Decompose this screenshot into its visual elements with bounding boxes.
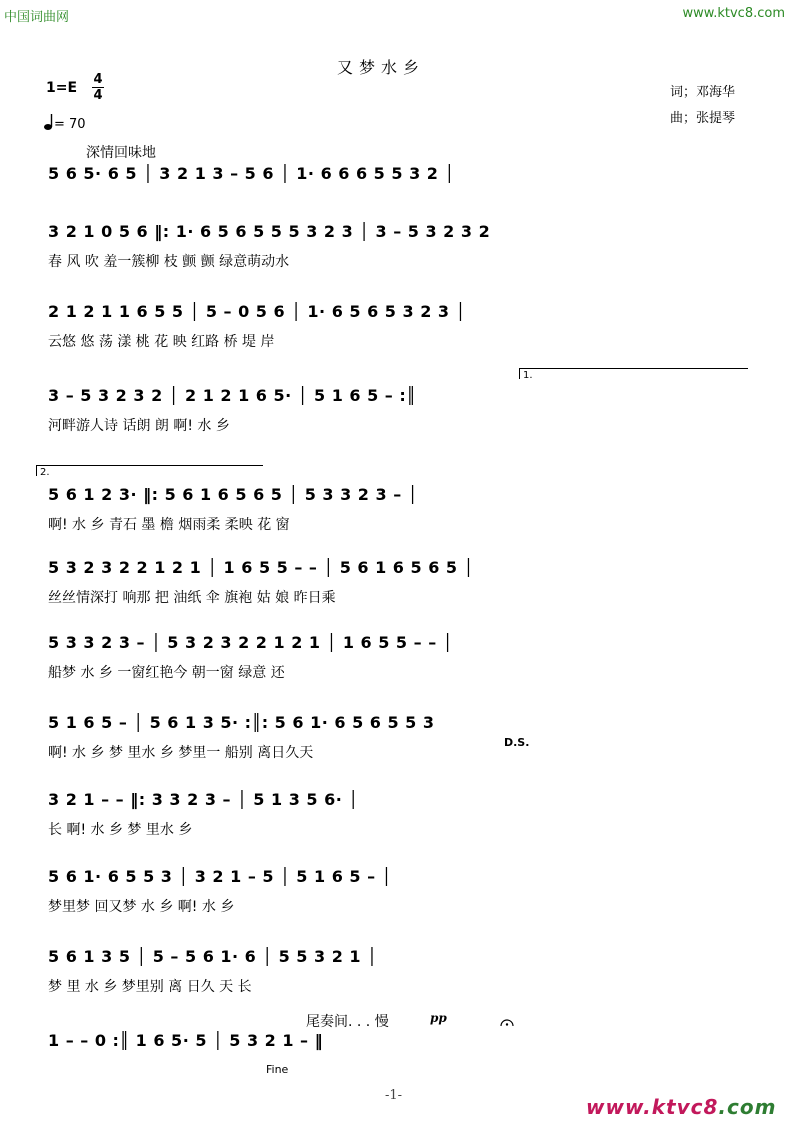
score-notes: 3 2 1 0 5 6 ‖: 1· 6 5 6 5 5 5 3 2 3 │ 3 – 5 3 2 3 2 [48,222,491,241]
watermark-prefix: www. [586,1095,652,1119]
score-lyrics: 梦里梦 回又梦 水 乡 啊! 水 乡 [48,899,235,915]
score-line-4 [48,386,748,435]
score-line-8 [48,713,748,762]
score-line-11 [48,947,748,996]
ds-marking: D.S. [504,736,530,749]
score-lyrics: 啊! 水 乡 青石 墨 檐 烟雨柔 柔映 花 窗 [48,517,290,533]
volta-bracket-1 [519,368,748,379]
volta-bracket-2 [36,465,263,476]
score-notes: 1 – – 0 :║ 1 6 5· 5 │ 5 3 2 1 – ‖ [48,1031,324,1050]
watermark-suffix: .com [718,1095,777,1119]
score-notes: 3 2 1 – – ‖: 3 3 2 3 – │ 5 1 3 5 6· │ [48,790,359,809]
coda-text: 尾奏间. . . 慢 [306,1014,389,1030]
score-lyrics: 云悠 悠 荡 漾 桃 花 映 红路 桥 堤 岸 [48,334,275,350]
score-line-10 [48,867,748,916]
score-line-12 [48,1031,748,1050]
score-notes: 5 6 1 2 3· ‖: 5 6 1 6 5 6 5 │ 5 3 3 2 3 – │ [48,485,418,504]
score-lyrics: 船梦 水 乡 一窗红艳今 朝一窗 绿意 还 [48,665,285,681]
score-notes: 5 3 2 3 2 2 1 2 1 │ 1 6 5 5 – – │ 5 6 1 6 5 6 5 │ [48,558,474,577]
volta-2-label: 2. [40,467,50,478]
score-line-2 [48,222,748,271]
song-title: 又梦水乡 [337,58,426,77]
expression-marking: 深情回味地 [86,145,156,161]
score-notes: 5 6 5· 6 5 │ 3 2 1 3 – 5 6 │ 1· 6 6 6 5 5 3 2 │ [48,164,455,183]
time-signature-top: 4 [93,72,103,87]
score-notes: 5 1 6 5 – │ 5 6 1 3 5· :║: 5 6 1· 6 5 6 5 5 3 [48,713,435,732]
score-line-7 [48,633,748,682]
time-signature-bottom: 4 [93,88,103,103]
watermark-brand: ktvc8 [651,1095,719,1119]
score-lyrics: 丝丝情深打 响那 把 油纸 伞 旗袍 姑 娘 昨日乘 [48,590,336,606]
score-notes: 2 1 2 1 1 6 5 5 │ 5 – 0 5 6 │ 1· 6 5 6 5 3 2 3 │ [48,302,466,321]
time-signature [92,73,104,102]
site-logo-left[interactable]: 中国词曲网 [4,10,70,25]
composer-credit: 曲；张提琴 [670,111,736,126]
score-notes: 5 6 1 3 5 │ 5 – 5 6 1· 6 │ 5 5 3 2 1 │ [48,947,378,966]
score-lyrics: 春 风 吹 羞一簇柳 枝 颤 颤 绿意萌动水 [48,254,290,270]
score-line-3 [48,302,748,351]
score-notes: 5 6 1· 6 5 5 3 │ 3 2 1 – 5 │ 5 1 6 5 – │ [48,867,392,886]
score-line-6 [48,558,748,607]
score-line-9 [48,790,748,839]
score-lyrics: 梦 里 水 乡 梦里别 离 日久 天 长 [48,979,252,995]
dynamics-marking: pp [430,1011,447,1025]
score-notes: 5 3 3 2 3 – │ 5 3 2 3 2 2 1 2 1 │ 1 6 5 5 – – │ [48,633,453,652]
score-lyrics: 啊! 水 乡 梦 里水 乡 梦里一 船别 离日久天 [48,745,314,761]
tempo-marking [44,113,86,132]
score-notes: 3 – 5 3 2 3 2 │ 2 1 2 1 6 5· │ 5 1 6 5 – :║ [48,386,417,405]
key-signature: 1=E [46,80,78,96]
score-lyrics: 河畔游人诗 话朗 朗 啊! 水 乡 [48,418,230,434]
page-number: -1- [385,1088,403,1103]
score-lyrics: 长 啊! 水 乡 梦 里水 乡 [48,822,193,838]
lyricist-credit: 词；邓海华 [670,85,736,100]
fermata-icon [500,1012,514,1031]
footer-watermark[interactable] [586,1095,776,1119]
quarter-note-icon [44,113,54,131]
score-line-1 [48,164,748,193]
tempo-value: = 70 [54,117,86,132]
score-line-5 [48,485,748,534]
fine-marking: Fine [266,1063,289,1076]
site-logo-right[interactable]: www.ktvc8.com [682,6,785,21]
volta-1-label: 1. [523,370,533,381]
